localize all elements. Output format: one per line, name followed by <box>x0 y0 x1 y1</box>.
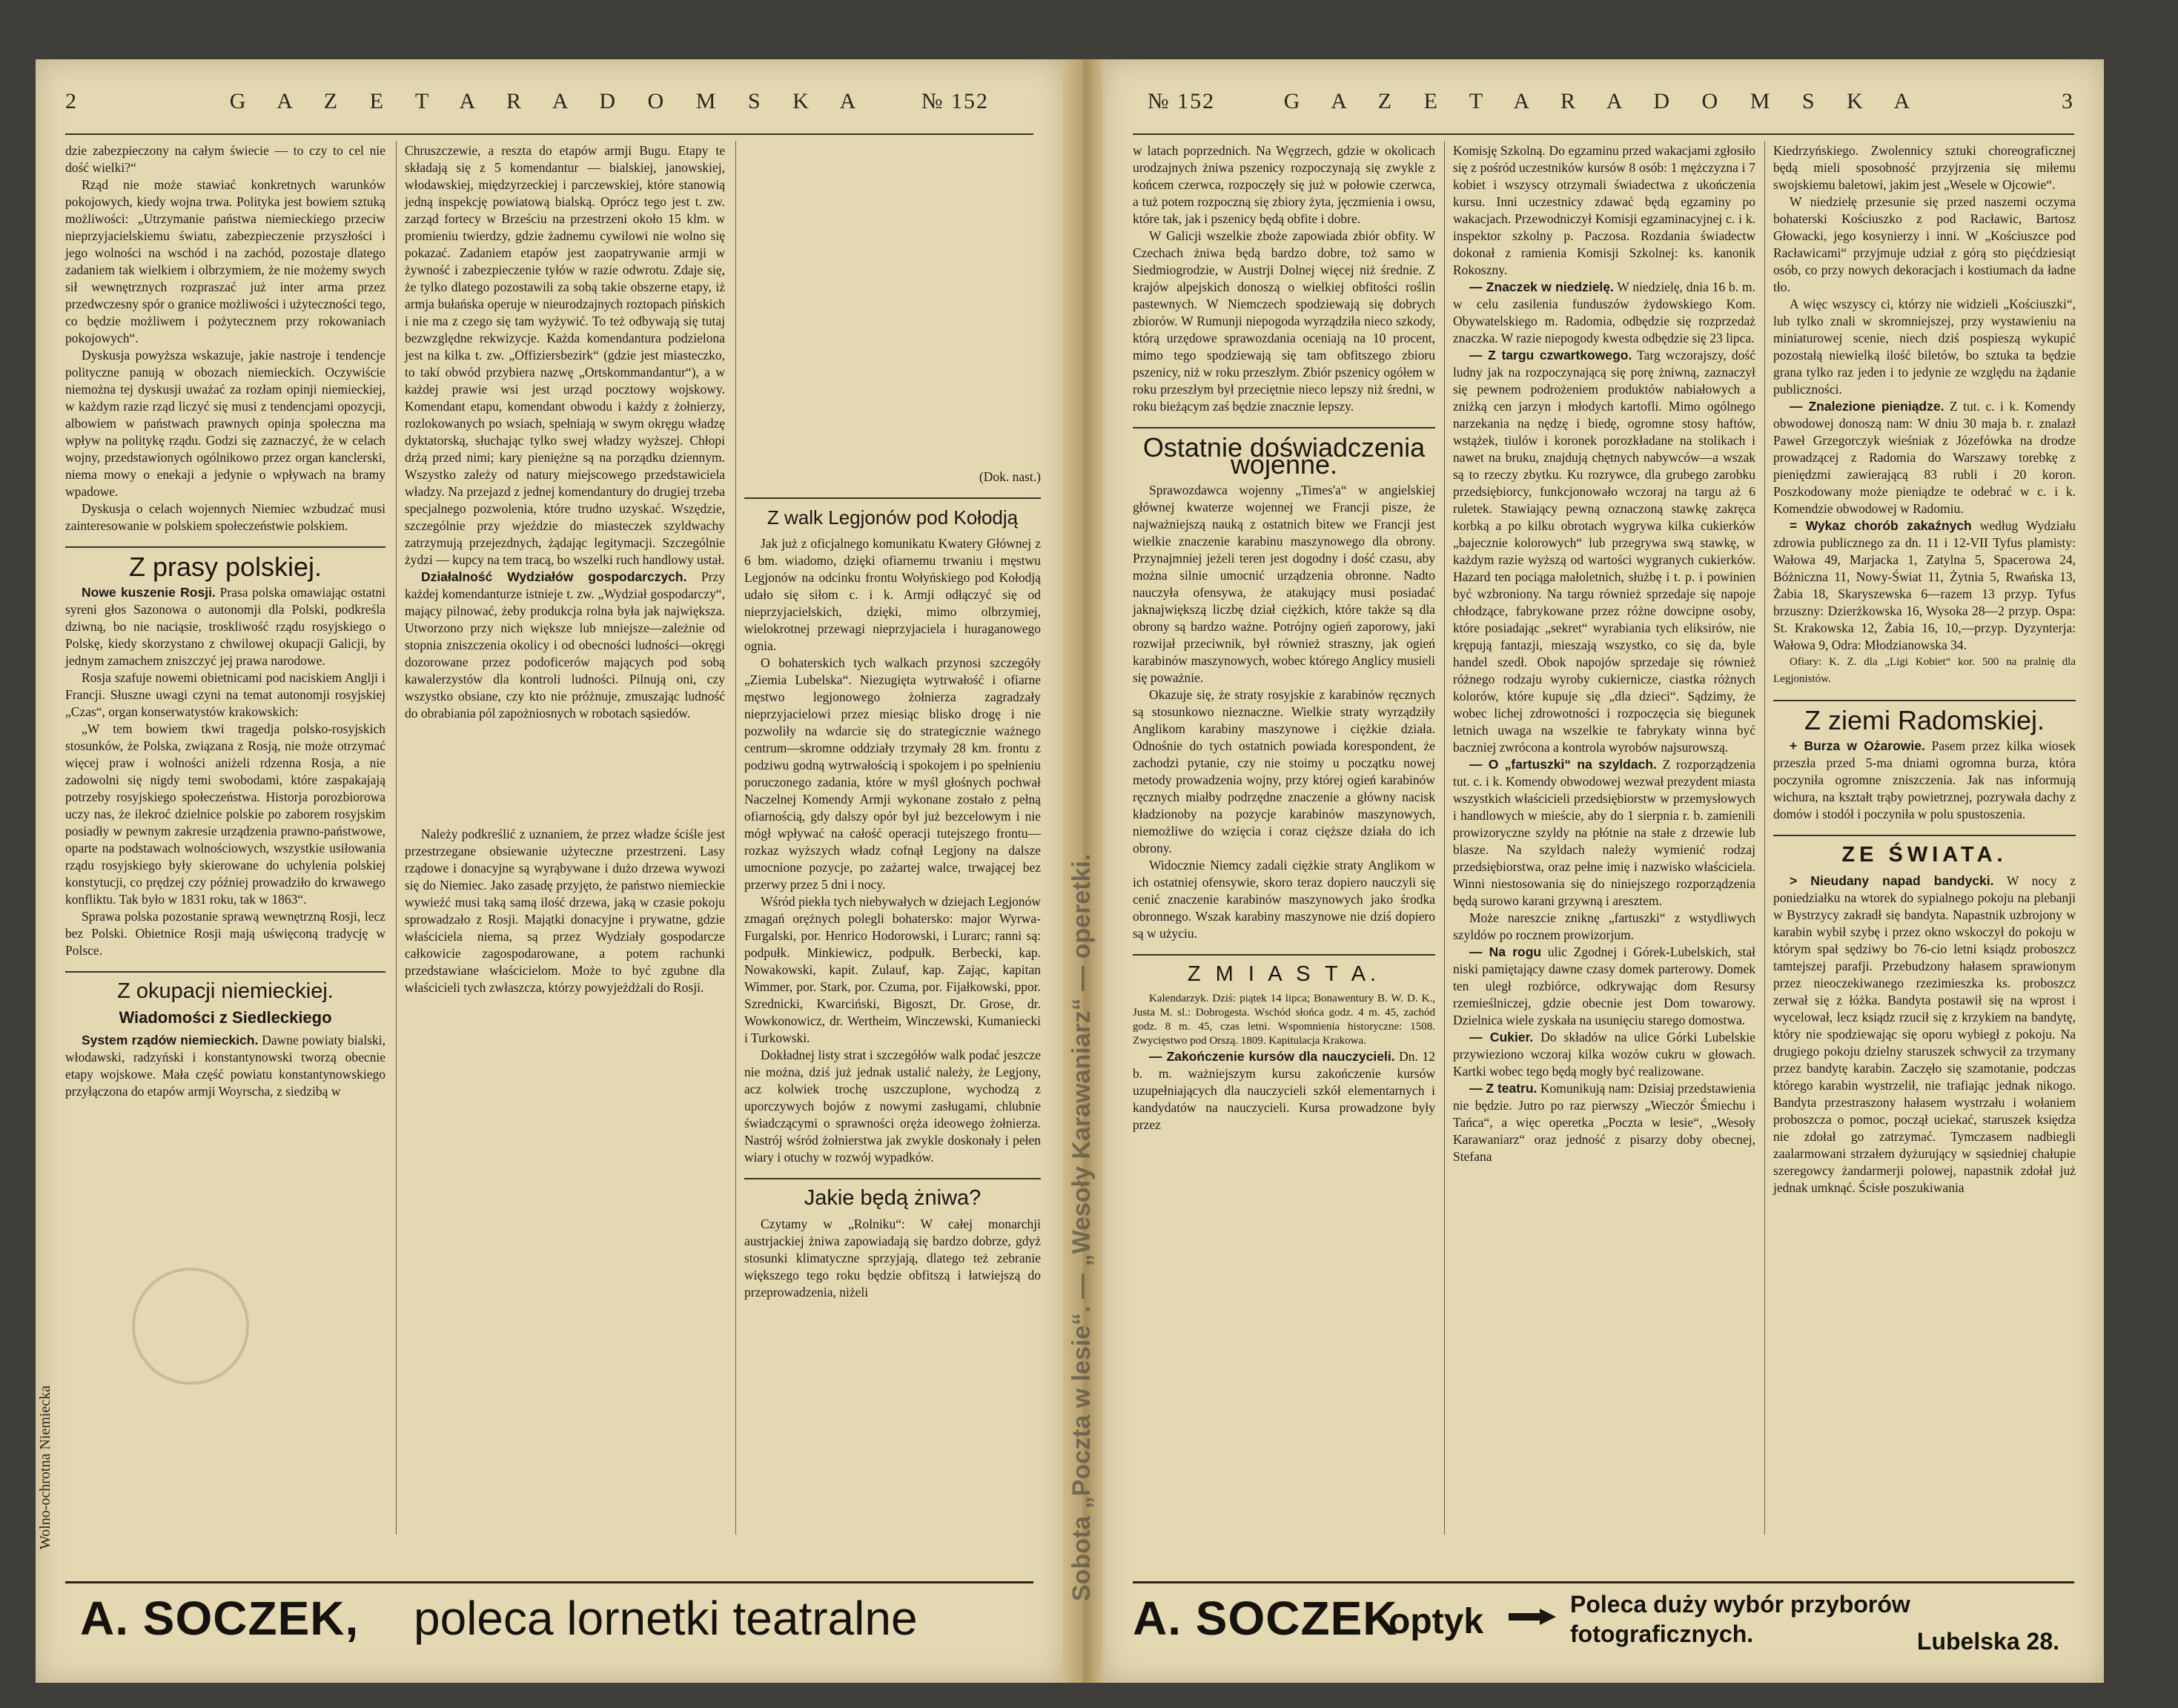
article-paragraph <box>1773 398 2076 517</box>
ad-text: Poleca duży wybór przyborów fotograficznych. <box>1570 1591 1910 1647</box>
section-heading: Z okupacji niemieckiej. <box>65 971 385 1000</box>
article-paragraph: Czytamy w „Rolniku“: W całej monarchji austrjackiej żniwa zapowiadają się bardzo dobrze, gdyż stosunki klimatyczne sprzyjają, dlatego też zebranie większego tego roku będzie obfitszą i łatwiejszą do przeprowadzenia, niżeli <box>744 1217 1041 1300</box>
paragraph-text: Z tut. c. i k. Komendy obwodowej donoszą nam: W dniu 30 maja b. r. znalazł Paweł Grzegorczyk wieśniak z Józefówka na drodze prowadzącej z Radomia do Warszawy torebkę z pieniędzmi zawierającą 83 rubli i 20 koron. Poszkodowany może pieniądze te odebrać w c. i k. Komendzie obwodowej w Radomiu. <box>1773 399 2076 516</box>
page-header <box>1133 89 2074 119</box>
article-paragraph: Sprawozdawca wojenny „Times'a“ w angielskiej głównej kwaterze wojennej we Francji pisze, że najważniejszą nauką z ostatnich bitew we Francji jest wielkie znaczenie karabinu maszynowego dla obrony. Przynajmniej jeżeli teren jest dogodny i dość czasu, aby można silnie umocnić urządzenia obronne. Nadto nauczyła ofensywa, że atakujący musi posiadać jaknajwiększą liczbę dział ciężkich, które także są dla obrony są bardzo ważne. Potrójny ogień zaporowy, jaki rozwijał przeciwnik, był również straszny, jak ogień karabinów maszynowych, wobec którego Anglicy musieli się poważnie. <box>1133 483 1435 685</box>
article-paragraph: Dokładnej listy strat i szczegółów walk podać jeszcze nie można, dziś już jednak ustalić należy, że Legjony, acz kolwiek trochę uszczuplone, wychodzą z uporczywych bojów z nowymi zasługami, chlubnie świadczącymi o sprawności oręża ideowego żołnierza. Nastrój wśród żołnierstwa jak zwykle doskonały i pełen wiary i otuchy w rozwój wypadków. <box>744 1047 1041 1165</box>
paragraph-text: Prasa polska omawiając ostatni syreni głos Sazonowa o autonomji dla Polski, podkreśla dziwną, bo nie naciąsie, troskliwość rządu rosyjskiego o Polskę, kiedy skorzystano z chwilowej okupacji Galicji, by jednym zamachem zniszczyć jej prawa narodowe. <box>65 585 386 668</box>
page-header <box>65 89 1033 119</box>
paragraph-text: Komunikują nam: Dzisiaj przedstawienia nie będzie. Jutro po raz pierwszy „Wieczór Śmiechu i Tańca“, a więc operetka „Poczta w lesie“, „Wesoły Karawaniarz“ oraz jedność z pisarzy doby obecnej, Stefana <box>1453 1081 1755 1164</box>
column-rule <box>1444 141 1445 1535</box>
paragraph-text: Przy każdej komendanturze istnieje t. zw. „Wydział gospodarczy“, mający pilnować, żeby produkcja rolna była jak największa. Utworzono przy nich większe lub mniejsze—zależnie od stopnia zniszczenia okolicy i od obecności ludności—okręgi dozorowane przez podoficerów mających pod sobą kawalerzystów dla kontroli ludności. Pilnują oni, czy wszystko obsiane, czy kto nie próżnuje, zmuszając ludność do obrabiania pól zapożniosnych w robotach sąsiedów. <box>405 569 725 721</box>
paragraph-lead: + Burza w Ożarowie. <box>1790 738 1925 753</box>
section-heading: Z walk Legjonów pod Kołodją <box>744 497 1041 526</box>
article-paragraph: Wśród piekła tych niebywałych w dziejach Legjonów zmagań orężnych polegli bohatersko: major Wyrwa-Furgalski, por. Henrico Hodorowski, i Lurarc; ranni są: podpułk. Minkiewicz, podpułk. Berbecki, kap. Nowakowski, kapit. Zulauf, kap. Zając, kapitan Wimmer, por. Stark, por. Czuma, por. Fijałkowski, ppor. Szrednicki, Kwarciński, Bigoszt, Dr. Grose, dr. Wowkonowicz, dr. Wertheim, Winczewski, Kumaniecki i Turkowski. <box>744 894 1041 1045</box>
article-paragraph <box>1453 944 1755 1029</box>
pointing-hand-icon <box>1507 1606 1559 1628</box>
paragraph-lead: — Znalezione pieniądze. <box>1790 399 1944 414</box>
article-paragraph <box>65 1032 385 1100</box>
article-paragraph: Rząd nie może stawiać konkretnych warunków pokojowych, kiedy wojna trwa. Polityka jest bowiem sztuką możliwości: „Utrzymanie państwa niemieckiego przeciw nieprzyjacielskiemu światu, zabezpieczenie przyszłości i jego wolności na wschód i na zachód, pozostaje dlatego zadaniem tak wielkiem i olbrzymiem, że nie możemy swych sił wewnętrznych rozpraszać już inter arma przez przedwczesny spór o granice możliwości i użyteczności tego, co będzie możliwem i pożytecznem przy rokowaniach pokojowych“. <box>65 177 385 345</box>
section-heading: ZE ŚWIATA. <box>1773 835 2076 864</box>
article-paragraph <box>1453 756 1755 910</box>
paragraph-lead: = Wykaz chorób zakaźnych <box>1790 518 1972 533</box>
article-paragraph: W Galicji wszelkie zboże zapowiada zbiór obfity. W Czechach żniwa będą bardzo dobre, toż samo w Siedmiogrodzie, w Austrji Dolnej więcej niż średnie. Z krajów alpejskich donoszą o wielkiej obfitości roślin pastewnych. W Niemczech spodziewają się dobrych zbiorów. W Rumunji niepogoda wyrządziła nieco szkody, którą urzędowe sprawozdania oceniają na 10 procent, mimo tego spodziewają się tam obfitszego zbioru pszenicy, niż w roku przeszłym. Zbiór pszenicy ogółem w roku przeszłym był przeciętnie nieco lepszy niż średni, w roku bieżącym zaś będzie znacznie lepszy. <box>1133 228 1435 414</box>
column-1 <box>65 142 385 1100</box>
column-2 <box>1453 142 1755 1165</box>
subheading: Wiadomości z Siedleckiego <box>119 1008 332 1027</box>
ad-merchant-name: A. SOCZEK, <box>80 1592 360 1645</box>
article-paragraph <box>1453 279 1755 347</box>
newspaper-page-right <box>1103 59 2104 1683</box>
ad-merchant-name: A. SOCZEK <box>1133 1592 1398 1645</box>
paragraph-lead: System rządów niemieckich. <box>82 1033 259 1047</box>
article-paragraph <box>1133 1048 1435 1133</box>
column-2 <box>405 142 725 996</box>
column-rule <box>735 141 736 1535</box>
article-paragraph: Sprawa polska pozostanie sprawą wewnętrzną Rosji, lecz bez Polski. Obietnice Rosji mają uświęconą tradycję w Polsce. <box>65 909 385 958</box>
paragraph-lead: — Na rogu <box>1469 944 1542 959</box>
paragraph-text: W niedzielę, dnia 16 b. m. w celu zasilenia funduszów żydowskiego Kom. Obywatelskiego m. Radomia, odbędzie się rozprzedaż znaczka. W razie niepogody kwesta odbędzie się 23 lipca. <box>1453 279 1755 345</box>
article-paragraph: O bohaterskich tych walkach przynosi szczegóły „Ziemia Lubelska“. Niezugięta wytrwałość i ofiarne męstwo legjonowego żołnierza zagradzały nieprzyjacielowi przez miesiąc blisko drogę i nie pozwoliły na wdarcie się do strategicznie ważnego centrum—skromne oddziały trzymały 28 km. frontu z podziwu godną wytrwałością i spokojem i po spełnieniu poruczonego zadania, które w myśl głośnych pochwał Naczelnej Komendy Armji wykonane zostało z pełną ofiarnością, gdy dalszy opór był już bezcelowym i nie mógł wpływać na całość operacji tutejszego frontu—rozkaz wyższych władz cofnął Legjony na dalsze umocnione pozycje, po zażartej walce, trwającej bez przerwy przez 5 dni i nocy. <box>744 655 1041 892</box>
article-paragraph <box>1773 517 2076 654</box>
article-paragraph: Okazuje się, że straty rosyjskie z karabinów ręcznych są stosunkowo nieznaczne. Wielkie straty wyrządziły Anglikom karabiny maszynowe i ciężkie działa. Odnośnie do tych ostatnich powiada korespondent, że zachodzi pytanie, czy nie stoimy u początku nowej metody prowadzenia wojny, przy której ogień karabinów ręcznych miałby podrzędne znaczenie a główny nacisk kładzionoby na pozycje karabinów maszynowych, niemożliwe do wzięcia i coraz cięższe działa do ich obrony. <box>1133 687 1435 855</box>
column-3 <box>1773 142 2076 1196</box>
library-stamp <box>132 1268 249 1385</box>
paragraph-text: Dawne powiaty bialski, włodawski, radzyński i konstantynowski tworzą obecnie etapy wojskowe. Mała część powiatu konstantynowskiego przyłączona do etapów armji Woyrscha, z siedzibą w <box>65 1033 385 1099</box>
article-paragraph: Rosja szafuje nowemi obietnicami pod naciskiem Anglji i Francji. Słuszne uwagi czyni na temat autonomji rosyjskiej „Czas“, organ konserwatystów krakowskich: <box>65 670 385 719</box>
paragraph-lead: — Z teatru. <box>1469 1081 1537 1096</box>
section-heading: Jakie będą żniwa? <box>744 1178 1041 1207</box>
page-number: 3 <box>2062 89 2074 113</box>
page-number: 2 <box>65 89 78 113</box>
side-note: Wolno-ochrotna Niemiecka <box>37 1385 53 1549</box>
paragraph-lead: Nowe kuszenie Rosji. <box>82 585 216 600</box>
column-1 <box>1133 142 1435 1133</box>
article-paragraph: Dyskusja o celach wojennych Niemiec wzbudzać musi zainteresowanie w polskiem społeczeństwie polskiem. <box>65 501 385 533</box>
article-paragraph <box>1453 347 1755 756</box>
calendar-note: Kalendarzyk. Dziś: piątek 14 lipca; Bonawentury B. W. D. K., Justa M. sl.: Dobrogesta. Wschód słońca godz. 4 m. 45, zachód godz. 8 m. 45, czas letni. Wspomnienia historyczne: 1508. Zwycięstwo pod Orszą. 1809. Kapitulacja Krakowa. <box>1133 993 1435 1047</box>
article-paragraph <box>1773 738 2076 823</box>
spacer <box>405 722 725 826</box>
paragraph-lead: — Znaczek w niedzielę. <box>1469 279 1614 294</box>
section-heading: Z prasy polskiej. <box>65 546 385 575</box>
article-paragraph <box>1773 873 2076 1196</box>
paragraph-lead: — Cukier. <box>1469 1030 1534 1045</box>
paragraph-text: Z rozporządzenia tut. c. i k. Komendy obwodowej wezwał prezydent miasta wszystkich właścicieli przedsiębiorstw w przemysłowych i handlowych w mieście, aby do 1 sierpnia r. b. zamienili prowizoryczne szyldy na płótnie na stałe z drzewie lub blasze. Na szyldach należy wymienić rodzaj przedsiębiorstwa, oraz pełne imię i nazwisko właściciela. Winni niestosowania się do niniejszego rozporządzenia będą surowo karani grzywną i aresztem. <box>1453 757 1756 908</box>
column-rule <box>1764 141 1765 1535</box>
advertisement-left <box>65 1581 1033 1665</box>
paragraph-text: W nocy z poniedziałku na wtorek do sypialnego pokoju na plebanji w Bystrzycy zakradł się bandyta. Napastnik uzbrojony w karabin wybił szybę i przez okno wskoczył do pokoju w którym spał sędziwy bo 76-cio letni ksiądz proboszcz tamtejszej parafji. Przebudzony hałasem sprawionym przez nieoczekiwanego rzezimieszka ks. proboszcz zerwał się z łóżka. Bandyta postawił się na wprost i wycelował, lecz ksiądz rzucił się z krzykiem na bandytę, który nie spodziewając się oporu wybiegł z pokoju. Na drugiego pokoju dzielny staruszek schwycił za trzymany przez bandytę karabin. Zaczęło się szamotanie, podczas którego karabin wystrzelił, nie trafiając jednak nikogo. Bandyta przestraszony hałasem wystrzału i wołaniem proboszcza o pomoc, począł uciekać, staruszek księdza nie zdołał go zatrzymać. Tymczasem nadbiegli zaalarmowani strzałem dyżurujący w sąsiedniej chałupie szeregowcy żandarmerji polowej, napastnik zdołał już jednak umknąć. Ścisłe poszukiwania <box>1773 873 2076 1195</box>
issue-number: № 152 <box>1148 89 1216 113</box>
paragraph-text: według Wydziału zdrowia publicznego za dn. 11 i 12-VII Tyfus plamisty: Wałowa 49, Marjacka 1, Zatylna 5, Spacerowa 24, Bóżniczna 11, Nowy-Świat 11, Żytnia 5, Rwańska 13, Żabia 18, Skaryszewska 6—razem 13 przyp. Tyfus brzuszny: Dzierżkowska 16, Wysoka 28—2 przyp. Ospa: St. Krakowska 12, Żabia 16, 10,—przyp. Dyzynterja: Wałowa 9, Odra: Młodzianowska 34. <box>1773 518 2076 652</box>
article-paragraph: Należy podkreślić z uznaniem, że przez władze ściśle jest przestrzegane obsiewanie użyteczne przestrzeni. Lasy rządowe i donacyjne są wyrąbywane i dużo drzewa wywozi się do Niemiec. Jako zasadę przyjęto, że państwo niemieckie wywieźć musi taką samą ilość drzewa, jaką w czasie pokoju sprowadzało z Rosji. Majątki donacyjne i prywatne, gdzie właściciela niema, są przez Wydziały gospodarcze całkowicie zagospodarowane, a potem rachunki przedstawiane właścicielom. Może to być zgubne dla właścicieli tych zwłaszcza, którzy powyjeżdżali do Rosji. <box>405 827 725 995</box>
newspaper-page-left <box>36 59 1063 1683</box>
spacer <box>744 142 1041 469</box>
article-paragraph <box>1453 1080 1755 1165</box>
article-paragraph: Jak już z oficjalnego komunikatu Kwatery Głównej z 6 bm. wiadomo, dzięki ofiarnemu trwaniu i męstwu Legjonów na odcinku frontu Wołyńskiego pod Kołodją udało się siłom c. i k. Armji odłączyć się od nieprzyjacielskich, dzięki, mimo olbrzymiej, wielokrotnej przewagi nieprzyjaciela i huraganowego ognia. <box>744 536 1041 653</box>
paragraph-lead: — O „fartuszki“ na szyldach. <box>1469 757 1657 772</box>
article-paragraph <box>405 569 725 722</box>
article-paragraph <box>1453 1029 1755 1080</box>
paragraph-lead: Działalność Wydziałów gospodarczych. <box>421 569 687 584</box>
article-paragraph: Kiedrzyńskiego. Zwolennicy sztuki choreograficznej będą mieli sposobność przyjrzenia się miłemu swojskiemu baletowi, jakim jest „Wesele w Ojcowie“. <box>1773 143 2076 192</box>
article-paragraph: dzie zabezpieczony na całym świecie — to czy to cel nie dość wielki?“ <box>65 143 385 175</box>
header-rule <box>1133 133 2074 135</box>
article-paragraph: Może nareszcie zniknę „fartuszki“ z wstydliwych szyldów po rocznem prowizorjum. <box>1453 910 1755 942</box>
paragraph-lead: — Z targu czwartkowego. <box>1469 348 1632 363</box>
article-paragraph: Komisję Szkolną. Do egzaminu przed wakacjami zgłosiło się z pośród uczestników kursów 8 osób: 1 mężczyzna i 7 kobiet i wszyscy otrzymali świadectwa z ukończenia kursu. Inni uczestnicy zdawać będą egzaminy po wakacjach. Przewodniczył Komisji egzaminacyjnej c. i k. inspektor szkolny p. Paczosa. Rozdania świadectw dokonał z ramienia Komisji Szkolnej: ks. kanonik Rokoszny. <box>1453 143 1755 277</box>
column-rule <box>396 141 397 1535</box>
paragraph-text: Dn. 12 b. m. ważniejszym kursu zakończenie kursów uzupełniających dla nauczycieli szkół elementarnych i kandydatów na nauczycieli. Kursa prowadzone były przez <box>1133 1049 1435 1132</box>
paragraph-text: Pasem przez kilka wiosek przeszła przed 5-ma dniami ogromna burza, która poczyniła ogromne zniszczenia. Jak nas informują wichura, na kształt trąby powietrznej, pozrywała dachy z domów i stodół i poczyniła w polu spustoszenia. <box>1773 738 2076 821</box>
column-3 <box>744 142 1041 1301</box>
issue-number: № 152 <box>921 89 989 113</box>
article-paragraph: w latach poprzednich. Na Węgrzech, gdzie w okolicach urodzajnych żniwa pszenicy rozpoczynają się zwykle z końcem czerwca, rozpoczęły się już w połowie czerwca, a tuż potem rozpoczną się zbiory żyta, jęczmienia i owsu, które tak, jak i pszenicy będą obfite i dobre. <box>1133 143 1435 226</box>
article-paragraph: W niedzielę przesunie się przed naszemi oczyma bohaterski Kościuszko z pod Racławic, Bartosz Głowacki, jego kosynierzy i inni. W „Kościuszce pod Racławicami“ przyjmuje udział z górą sto pięćdziesiąt osób, co przy nowych dekoracjach i kostiumach da ładne tło. <box>1773 194 2076 294</box>
paragraph-lead: — Zakończenie kursów dla nauczycieli. <box>1149 1049 1395 1064</box>
spine-announcement: Sobota „Poczta w lesie“. — „Wesoły Karawaniarz“ — operetki. <box>1068 853 1096 1601</box>
section-heading: Z M I A S T A. <box>1133 954 1435 983</box>
article-paragraph: „W tem bowiem tkwi tragedja polsko-rosyjskich stosunków, że Polska, związana z Rosją, nie może otrzymać więcej praw i wolności aniżeli rdzenna Rosja, a nie zadowolni się nigdy temi swobodami, które zaspakajają potrzeby rosyjskiego społeczeństwa. Historja porozbiorowa uczy nas, że ilekroć dzielnice polskie po zaborem rosyjskim posiadły w pewnym zakresie urządzenia prawno-państwowe, oparte na podstawach wolnościowych, wszystkie usiłowania rządu rosyjskiego były skierowane do uchylenia polskiej konstytucji, co prędzej czy później prowadziło do krwawego konfliktu. Tak było w 1831 roku, tak w 1863“. <box>65 721 385 907</box>
article-paragraph: Chruszczewie, a reszta do etapów armji Bugu. Etapy te składają się z 5 komendantur — bialskiej, janowskiej, włodawskiej, międzyrzeckiej i parczewskiej, które stanowią jedną inspekcję powiatową bialską. Oprócz tego jest t. zw. zarząd fortecy w Brześciu na przestrzeni około 15 klm. w promieniu twierdzy, gdzie żadnemu cywilowi nie wolno się pokazać. Zadaniem etapów jest zaopatrywanie armji w żywność i zabezpieczenie tyłów w razie odwrotu. Zdaje się, że tylko dlatego pozostawili za sobą takie obszerne etapy, iż armja bułańska operuje w nieurodzajnych roztopach pińskich i nie ma z czego się tam wyżywić. To też odbywają się tutaj bezwzględne rekwizycje. Każda komendantura podzielona jest na kilka t. zw. „Offiziersbezirk“ (gdzie jest miasteczko, to takí obwód przybiera nazwę „Ortskommandantur“), a w każdej prawie wsi jest urząd pocztowy wojskowy. Komendant etapu, komendant obwodu i każdy z żołnierzy, rozlokowanych po wsiach, spełniają w swym okręgu władzę dyktatorską, słuchając tylko swej władzy wyższej. Chłopi drżą przed nimi; kary pieniężne są na porządku dziennym. Wszystko zależy od natury miejscowego przedstawiciela władzy. Na przejazd z jednej komendantury do drugiej trzeba specjalnego pozwolenia, które trudno uzyskać. Wszędzie, szczególnie przy wjeździe do miasteczek szyldwachy zatrzymują przejezdnych, żądając legitymacji. Szczególnie żydzi — kupcy na tem tracą, bo wszelki ruch handlowy ustał. <box>405 143 725 567</box>
section-heading: Z ziemi Radomskiej. <box>1773 700 2076 729</box>
ad-text: poleca lornetki teatralne <box>414 1592 918 1645</box>
ad-optyk-label: optyk <box>1388 1602 1484 1641</box>
article-paragraph: Ofiary: K. Z. dla „Ligi Kobiet“ kor. 500 na pralnię dla Legjonistów. <box>1773 656 2076 685</box>
paper-title: G A Z E T A R A D O M S K A <box>229 89 870 113</box>
paragraph-text: Targ wczorajszy, dość ludny jak na rozpoczynającą się porę żniwną, zaznaczył się pewnem podrożeniem produktów nabiałowych a zniżką cen jarzyn i młodych kartofli. Mimo ogólnego narzekania na nędzę i biedę, ogromne stosy haftów, wstążek, tiulów i koronek porozkładane na stolikach i nawet na bruku, znajdują chętnych nabywców—a wszak są to rzeczy zbytku. Ku rozrywce, dla grubego zarobku przedsiębiorcy, funkcjonowało wczoraj na targu aż 6 ruletek. Stawiający pewną oznaczoną stawkę zakręca korbką a po kilku obrotach wygrywa kilka cukierków „bajecznie kolorowych“ lub przegrywa swą stawkę, w każdym razie wyższą od wartości wygranych cukierków. Hazard ten pociąga małoletnich, służbę i t. p. i powinien być wzbroniony. Na targu również sprzedaje się napoje chłodzące, fabrykowane przez różne dowcipne osoby, które posiadając „sekret“ wyrabiania tych eliksirów, nie krępują fantazji, mieszają wszystko, co się da, byle handel szedł. Obok napojów sprzedaje się również różnego rodzaju wyroby cukiernicze, ciastka różnych kolorów, które kupuje się „dla dzieci“. Sądzimy, że wobec lichej zdrowotności i rozpoczęcia się biegunek letnich uwaga na wszelkie te fabrykaty winna być baczniej zwrócona a kontrola wyrobów najsurowszą. <box>1453 348 1755 755</box>
paper-title: G A Z E T A R A D O M S K A <box>1283 89 1924 113</box>
article-paragraph: Widocznie Niemcy zadali ciężkie straty Anglikom w ich ostatniej ofensywie, skoro teraz dopiero nauczyli się cenić znaczenie karabinów maszynowych jako środka obronnego. Wszak karabiny maszynowe nie dziś dopiero są w użyciu. <box>1133 858 1435 941</box>
header-rule <box>65 133 1033 135</box>
article-paragraph: Dyskusja powyższa wskazuje, jakie nastroje i tendencje polityczne panują w obozach niemieckich. Oczywiście niemożna tej dyskusji uważać za rozłam opinji niemieckiej, w każdym razie rząd liczyć się musi z tendencjami opozycji, albowiem w państwach prawnych opinja społeczna ma wpływ na politykę rządu. Godzi się zaznaczyć, że w celach wojny, przedstawionych ogólnikowo przez organ kanclerski, niema mowy o enekaji a jedynie o wpływach na bramy wpadowe. <box>65 348 385 499</box>
article-paragraph: A więc wszyscy ci, którzy nie widzieli „Kościuszki“, lub tylko znali w skromniejszej, przy wystawieniu na miniaturowej scenie, niech dziś pospieszą wykupić pozostałą niewielką ilość biletów, bo sztuka ta będzie grana tylko raz jeden i to jedynie ze względu na żądanie publiczności. <box>1773 297 2076 397</box>
article-paragraph <box>65 584 385 669</box>
continuation-note: (Dok. nast.) <box>979 469 1041 484</box>
advertisement-right <box>1133 1581 2074 1665</box>
paragraph-text: Do składów na ulice Górki Lubelskie przywieziono wczoraj kilka wozów cukru w głowach. Kartki wobec tego będą mogły być realizowane. <box>1453 1030 1755 1079</box>
section-heading: Ostatnie doświadczenia wojenne. <box>1133 427 1435 473</box>
paragraph-lead: > Nieudany napad bandycki. <box>1790 873 1994 888</box>
ad-address: Lubelska 28. <box>1916 1628 2059 1655</box>
paragraph-text: ulic Zgodnej i Górek-Lubelskich, stał niski pamiętający dawne czasy domek parterowy. Domek ten uległ rozbiórce, odkrywając dom Resursy rzemieślniczej, gdzie obecnie jest Dom towarowy. Dzielnica wiele zyskała na usunięciu starego domostwa. <box>1453 944 1755 1027</box>
